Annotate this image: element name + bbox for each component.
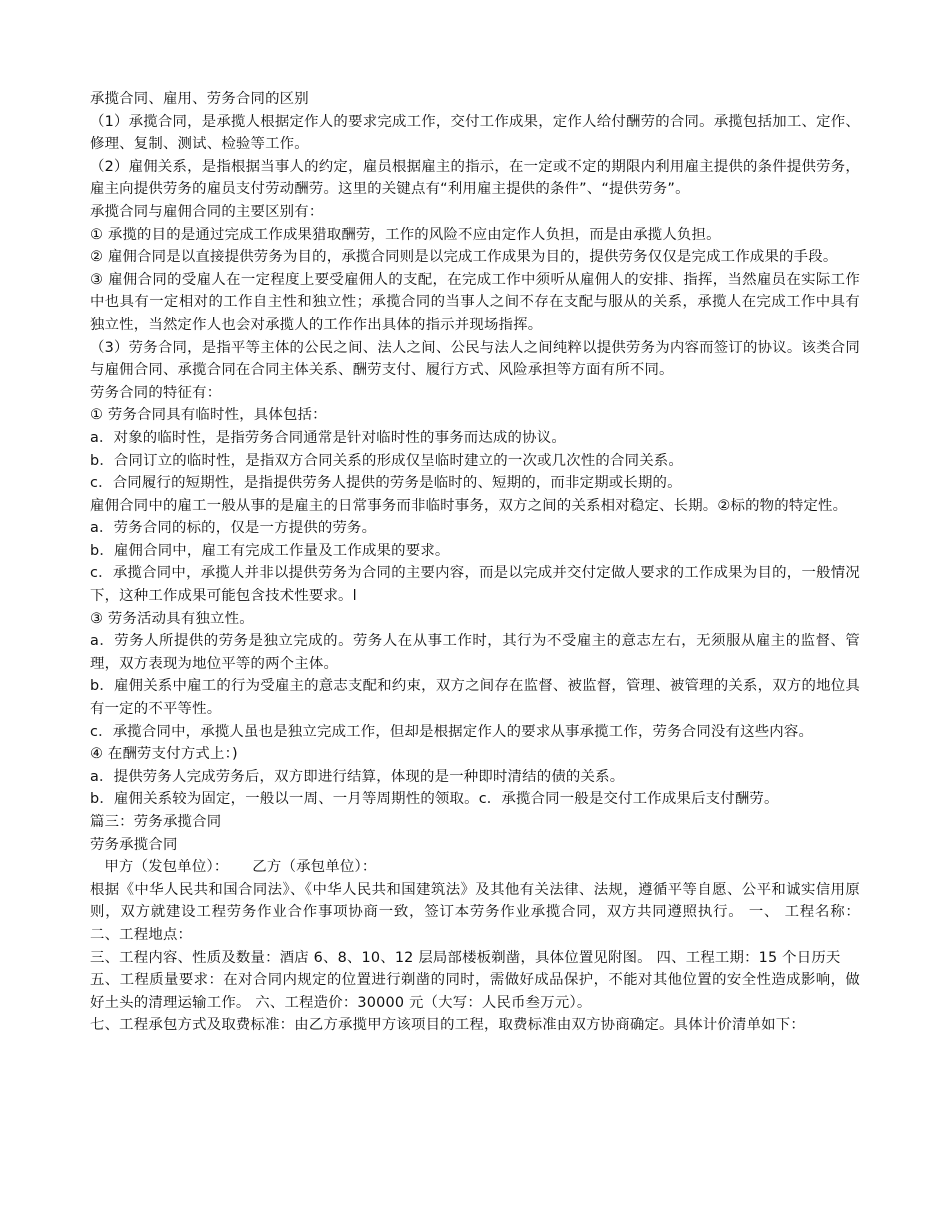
- contract-clause: 根据《中华人民共和国合同法》、《中华人民共和国建筑法》及其他有关法律、法规，遵循平等自愿、公平和诚实信用原则，双方就建设工程劳务作业合作事项协商一致，签订本劳务作业承揽合同，双方共同遵照执行。 一、 工程名称： 二、工程地点：: [90, 881, 860, 943]
- list-item: c．承揽合同中，承揽人虽也是独立完成工作，但却是根据定作人的要求从事承揽工作，劳务合同没有这些内容。: [90, 723, 814, 740]
- list-item: a．劳务人所提供的劳务是独立完成的。劳务人在从事工作时，其行为不受雇主的意志左右，无须服从雇主的监督、管理，双方表现为地位平等的两个主体。: [90, 633, 860, 672]
- list-item: ④ 在酬劳支付方式上：): [90, 746, 238, 763]
- section-heading: 劳务合同的特征有：: [90, 384, 222, 401]
- list-item: a．对象的临时性，是指劳务合同通常是针对临时性的事务而达成的协议。: [90, 429, 566, 446]
- list-item: a．劳务合同的标的，仅是一方提供的劳务。: [90, 520, 377, 537]
- list-item: ② 雇佣合同是以直接提供劳务为目的，承揽合同则是以完成工作成果为目的，提供劳务仅仅是完成工作成果的手段。: [90, 249, 838, 266]
- section-heading: 承揽合同与雇佣合同的主要区别有：: [90, 203, 324, 220]
- contract-parties: 甲方（发包单位）： 乙方（承包单位）：: [90, 859, 377, 876]
- list-item: ① 承揽的目的是通过完成工作成果猎取酬劳，工作的风险不应由定作人负担，而是由承揽人负担。: [90, 226, 721, 243]
- paragraph-labor-contract: （3）劳务合同，是指平等主体的公民之间、法人之间、公民与法人之间纯粹以提供劳务为内容而签订的协议。该类合同与雇佣合同、承揽合同在合同主体关系、酬劳支付、履行方式、风险承担等方面有所不同。: [90, 339, 860, 379]
- list-item: c．合同履行的短期性，是指提供劳务人提供的劳务是临时的、短期的，而非定期或长期的。: [90, 475, 682, 492]
- contract-clause: 三、工程内容、性质及数量：酒店 6、8、10、12 层局部楼板剃凿，具体位置见附图。 四、工程工期：15 个日历天: [90, 949, 841, 966]
- list-item: ③ 劳务活动具有独立性。: [90, 610, 254, 627]
- list-item: b．雇佣关系较为固定，一般以一周、一月等周期性的领取。c．承揽合同一般是交付工作成果后支付酬劳。: [90, 791, 779, 808]
- document-title: 承揽合同、雇用、劳务合同的区别: [90, 91, 309, 107]
- list-item: ① 劳务合同具有临时性，具体包括：: [90, 407, 327, 424]
- paragraph: 雇佣合同中的雇工一般从事的是雇主的日常事务而非临时事务，双方之间的关系相对稳定、长期。②标的物的特定性。: [90, 497, 848, 514]
- chapter-heading: 篇三：劳务承揽合同: [90, 814, 222, 830]
- contract-clause: 七、工程承包方式及取费标准：由乙方承揽甲方该项目的工程，取费标准由双方协商确定。具体计价清单如下：: [90, 1017, 805, 1034]
- contract-title: 劳务承揽合同: [90, 836, 178, 853]
- paragraph-employment: （2）雇佣关系，是指根据当事人的约定，雇员根据雇主的指示，在一定或不定的期限内利用雇主提供的条件提供劳务，雇主向提供劳务的雇员支付劳动酬劳。这里的关键点有“利用雇主提供的条件”、“提供劳务”。: [90, 158, 860, 198]
- document-body: [90, 88, 860, 1037]
- list-item: b．雇佣合同中，雇工有完成工作量及工作成果的要求。: [90, 542, 450, 559]
- list-item: b．合同订立的临时性，是指双方合同关系的形成仅呈临时建立的一次或几次性的合同关系。: [90, 452, 683, 469]
- paragraph-contract-work: （1）承揽合同，是承揽人根据定作人的要求完成工作，交付工作成果，定作人给付酬劳的合同。承揽包括加工、定作、修理、复制、测试、检验等工作。: [90, 113, 860, 153]
- contract-clause: 五、工程质量要求：在对合同内规定的位置进行剃凿的同时，需做好成品保护，不能对其他位置的安全性造成影响，做好土头的清理运输工作。 六、工程造价：30000 元（大写：人民币叁万元）。: [90, 972, 860, 1011]
- list-item: c．承揽合同中，承揽人并非以提供劳务为合同的主要内容，而是以完成并交付定做人要求的工作成果为目的，一般情况下，这种工作成果可能包含技术性要求。l: [90, 565, 860, 605]
- list-item: a．提供劳务人完成劳务后，双方即进行结算，体现的是一种即时清结的债的关系。: [90, 768, 625, 785]
- list-item: b．雇佣关系中雇工的行为受雇主的意志支配和约束，双方之间存在监督、被监督，管理、被管理的关系，双方的地位具有一定的不平等性。: [90, 678, 860, 718]
- list-item: ③ 雇佣合同的受雇人在一定程度上要受雇佣人的支配，在完成工作中须听从雇佣人的安排、指挥，当然雇员在实际工作中也具有一定相对的工作自主性和独立性；承揽合同的当事人之间不存在支配与服从的关系，承揽人在完成工作中具有独立性，当然定作人也会对承揽人的工作作出具体的指示并现场指挥。: [90, 271, 860, 333]
